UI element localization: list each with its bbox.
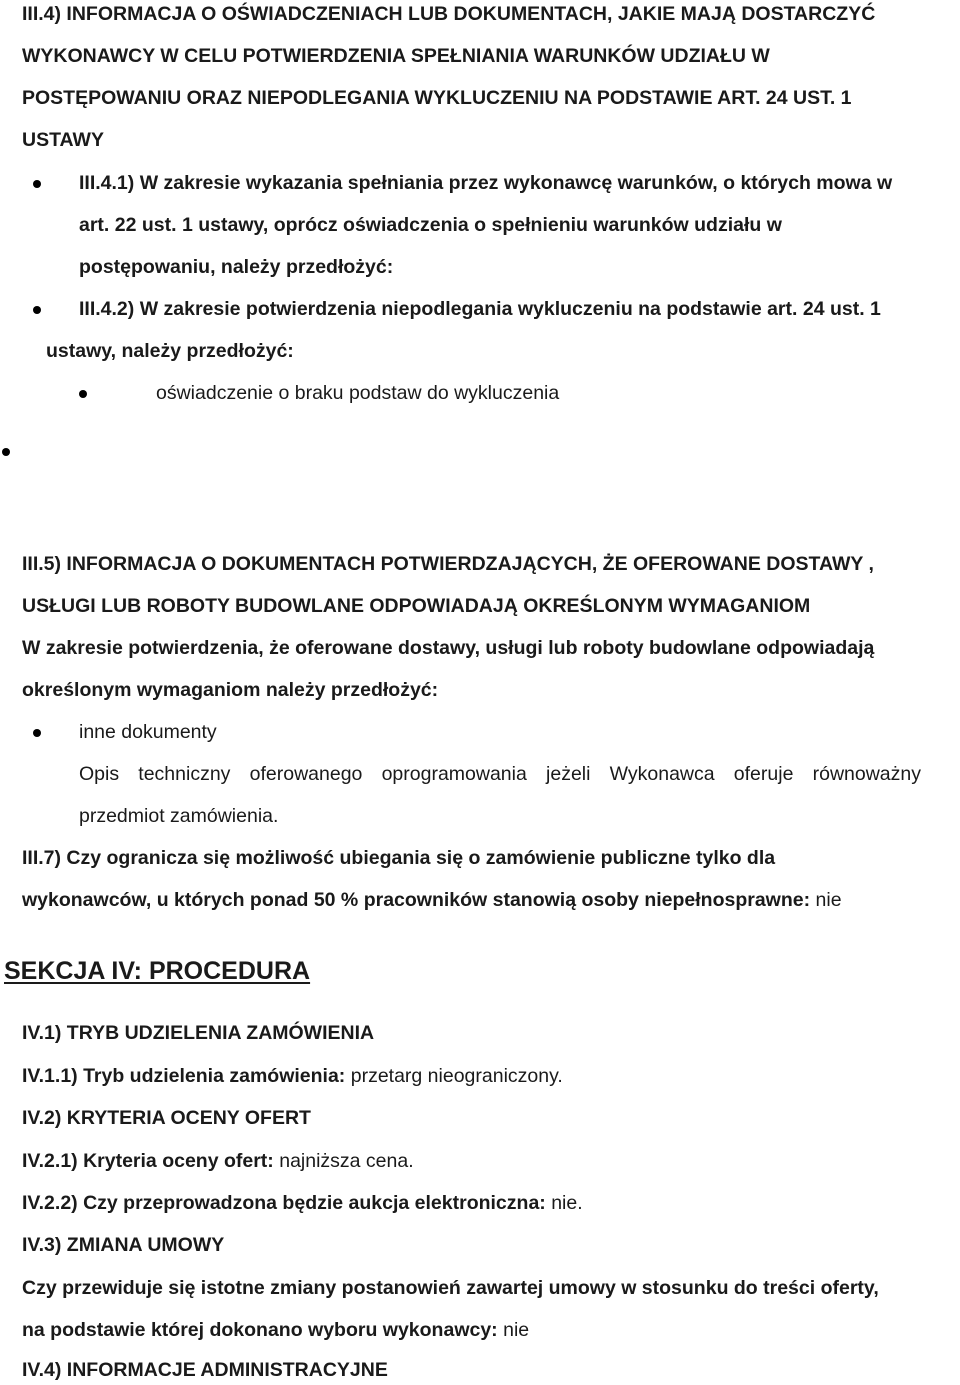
answer-text: nie (815, 889, 842, 911)
section-title: SEKCJA IV: PROCEDURA (4, 957, 311, 985)
description-word: oprogramowania (381, 763, 527, 785)
question-line (22, 1318, 529, 1342)
field-row (22, 1149, 414, 1173)
field-row (22, 1191, 583, 1215)
description-word: oferuje (733, 763, 794, 785)
field-value: nie. (551, 1192, 583, 1214)
section-heading-line: WYKONAWCY W CELU POTWIERDZENIA SPEŁNIANIA WARUNKÓW UDZIAŁU W (22, 45, 770, 67)
description-word: jeżeli (546, 763, 591, 785)
sub-list-item-text: oświadczenie o braku podstaw do wykluczenia (156, 382, 560, 404)
field-value: przetarg nieograniczony. (350, 1065, 563, 1087)
description-word: Opis (79, 763, 120, 785)
field-row (22, 1064, 563, 1088)
subsection-heading: IV.1) TRYB UDZIELENIA ZAMÓWIENIA (22, 1022, 375, 1044)
answer-text: nie (503, 1319, 530, 1341)
list-item-text: postępowaniu, należy przedłożyć: (79, 256, 394, 278)
list-item-text: inne dokumenty (79, 721, 217, 743)
description-word: równoważny (812, 763, 921, 785)
section-heading-line: III.4) INFORMACJA O OŚWIADCZENIACH LUB DOKUMENTACH, JAKIE MAJĄ DOSTARCZYĆ (22, 3, 876, 25)
field-value: najniższa cena. (279, 1150, 414, 1172)
question-line: Czy przewiduje się istotne zmiany postanowień zawartej umowy w stosunku do treści oferty, (22, 1277, 879, 1299)
question-text: na podstawie której dokonano wyboru wykonawcy: (22, 1319, 498, 1341)
subsection-heading: IV.3) ZMIANA UMOWY (22, 1234, 225, 1256)
bullet-icon (2, 448, 10, 456)
bullet-icon (79, 390, 87, 398)
paragraph-line: określonym wymaganiom należy przedłożyć: (22, 679, 439, 701)
bullet-icon (33, 180, 41, 188)
paragraph-line: W zakresie potwierdzenia, że oferowane dostawy, usługi lub roboty budowlane odpowiadają (22, 637, 875, 659)
section-heading-line: USŁUGI LUB ROBOTY BUDOWLANE ODPOWIADAJĄ OKREŚLONYM WYMAGANIOM (22, 595, 811, 617)
subsection-heading: IV.2) KRYTERIA OCENY OFERT (22, 1107, 311, 1129)
bullet-icon (33, 306, 41, 314)
section-heading-line: III.5) INFORMACJA O DOKUMENTACH POTWIERDZAJĄCYCH, ŻE OFEROWANE DOSTAWY , (22, 553, 874, 575)
field-label: IV.2.2) Czy przeprowadzona będzie aukcja elektroniczna: (22, 1192, 546, 1214)
description-word: Wykonawca (609, 763, 715, 785)
list-item-text: III.4.1) W zakresie wykazania spełniania przez wykonawcę warunków, o których mowa w (79, 172, 893, 194)
section-heading-line: POSTĘPOWANIU ORAZ NIEPODLEGANIA WYKLUCZENIU NA PODSTAWIE ART. 24 UST. 1 (22, 87, 852, 109)
field-label: IV.2.1) Kryteria oceny ofert: (22, 1150, 274, 1172)
description-word: oferowanego (249, 763, 363, 785)
section-heading-line: USTAWY (22, 129, 104, 151)
question-text: wykonawców, u których ponad 50 % pracowników stanowią osoby niepełnosprawne: (22, 889, 811, 911)
question-line (22, 888, 842, 912)
list-item-text: art. 22 ust. 1 ustawy, oprócz oświadczenia o spełnieniu warunków udziału w (79, 214, 782, 236)
description-line (79, 762, 921, 786)
question-line: III.7) Czy ogranicza się możliwość ubiegania się o zamówienie publiczne tylko dla (22, 847, 776, 869)
list-item-text: ustawy, należy przedłożyć: (46, 340, 294, 362)
list-item-text: III.4.2) W zakresie potwierdzenia niepodlegania wykluczeniu na podstawie art. 24 ust. 1 (79, 298, 881, 320)
description-line: przedmiot zamówienia. (79, 805, 279, 827)
subsection-heading: IV.4) INFORMACJE ADMINISTRACYJNE (22, 1359, 388, 1381)
field-label: IV.1.1) Tryb udzielenia zamówienia: (22, 1065, 346, 1087)
description-word: techniczny (138, 763, 231, 785)
bullet-icon (33, 729, 41, 737)
